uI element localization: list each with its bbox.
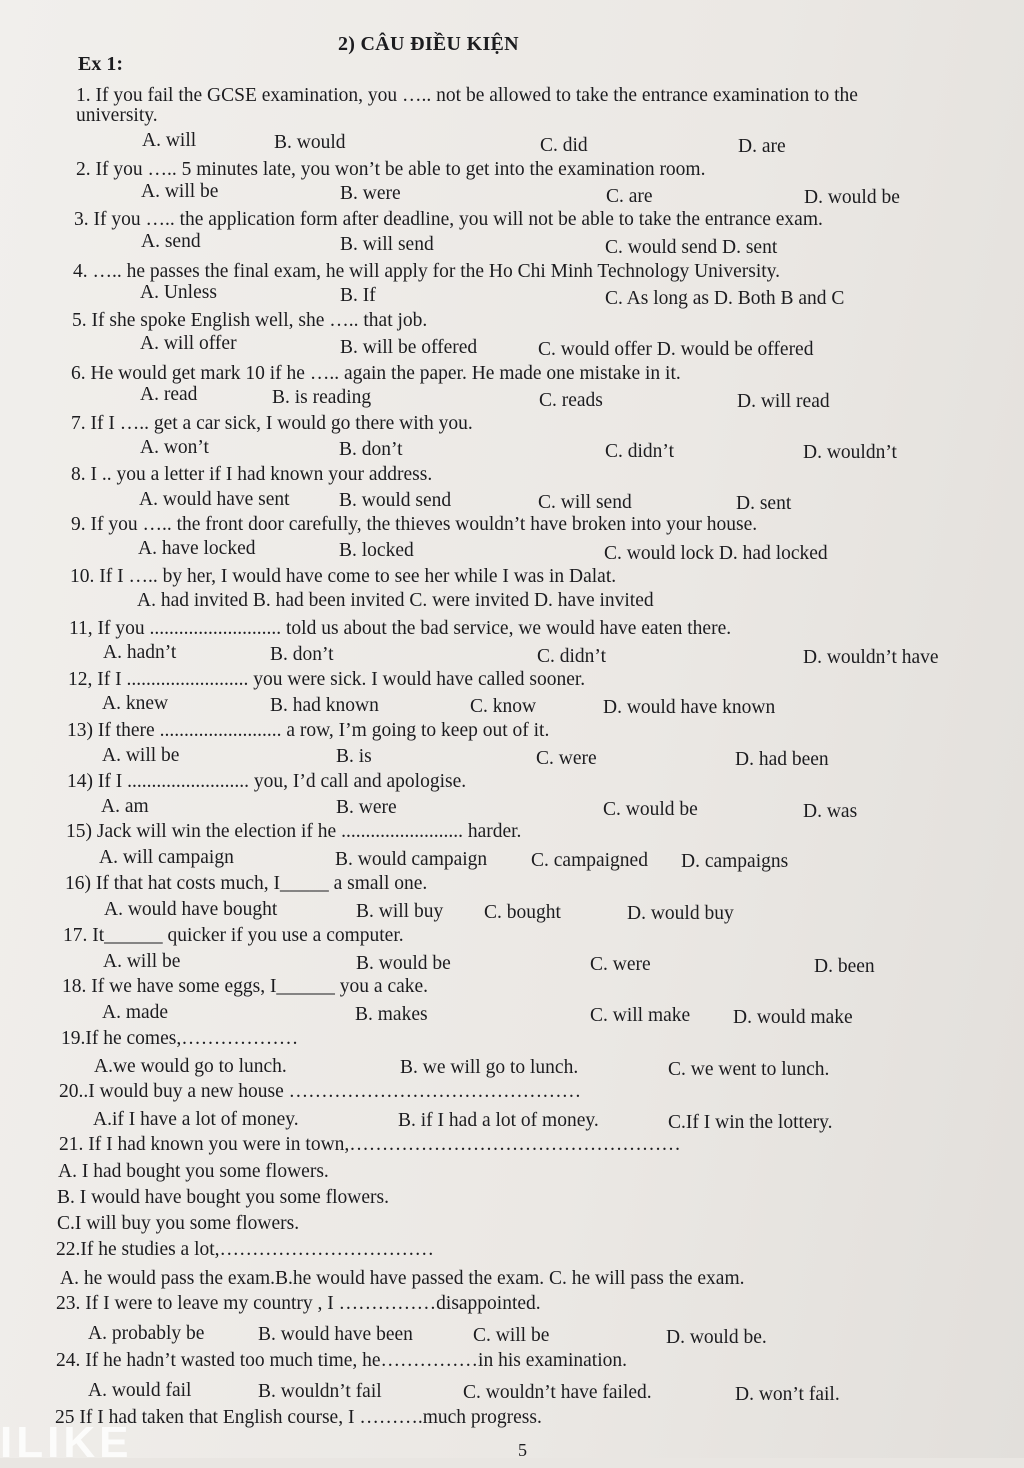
answer-option: A. have locked (138, 538, 256, 559)
answer-option: B. is reading (272, 387, 372, 408)
answer-option: B. would (274, 132, 346, 153)
answer-option: C. didn’t (605, 441, 674, 462)
answer-option: D. would buy (627, 903, 734, 924)
question-line: 17. It______ quicker if you use a computer. (63, 925, 404, 946)
answer-option: C. would offer D. would be offered (538, 339, 814, 360)
answer-option: C. campaigned (531, 850, 648, 871)
answer-option: A. I had bought you some flowers. (58, 1161, 329, 1182)
question-line: 7. If I ….. get a car sick, I would go there with you. (71, 413, 473, 434)
page-number: 5 (518, 1440, 527, 1460)
answer-option: A. made (102, 1002, 169, 1023)
answer-option: B. wouldn’t fail (258, 1381, 382, 1402)
answer-option: C. bought (484, 902, 561, 923)
section-title: 2) CÂU ĐIỀU KIỆN (338, 33, 519, 55)
exercise-label: Ex 1: (78, 53, 123, 75)
question-line: 22.If he studies a lot,…………………………… (56, 1239, 435, 1260)
answer-option: D. was (803, 801, 858, 822)
answer-option: A. will (142, 130, 197, 151)
question-line: 16) If that hat costs much, I_____ a small one. (65, 873, 428, 894)
answer-option: A. will be (102, 745, 180, 766)
answer-option: B. locked (339, 540, 414, 561)
answer-option: C.I will buy you some flowers. (57, 1213, 300, 1234)
answer-option: A. would have sent (139, 489, 290, 510)
answer-option: A. would fail (88, 1380, 192, 1401)
answer-option: C. are (606, 186, 653, 207)
answer-option: D. won’t fail. (735, 1384, 840, 1405)
question-line: 2. If you ….. 5 minutes late, you won’t be able to get into the examination room. (76, 159, 706, 180)
answer-option: A. would have bought (104, 899, 278, 920)
answer-option: C.If I win the lottery. (668, 1112, 833, 1133)
answer-option: A. will campaign (99, 847, 234, 868)
answer-option: C. reads (539, 390, 603, 411)
answer-option: B. makes (355, 1004, 428, 1025)
question-line: 23. If I were to leave my country , I ……………disappointed. (56, 1293, 541, 1314)
answer-option: A. read (140, 384, 198, 405)
answer-option: B. had known (270, 695, 379, 716)
answer-option: B. will buy (356, 901, 444, 922)
answer-option: D. wouldn’t (803, 442, 897, 463)
answer-option: A. Unless (140, 282, 217, 303)
question-line: 5. If she spoke English well, she ….. that job. (72, 310, 428, 331)
answer-option: B. were (336, 797, 397, 818)
answer-option: D. would have known (603, 697, 776, 718)
answer-option: B. is (336, 746, 372, 767)
question-line: 12, If I ......................... you were sick. I would have called sooner. (68, 669, 586, 690)
answer-option: A. knew (102, 693, 169, 714)
answer-option: B. will be offered (340, 337, 478, 358)
question-line: 25 If I had taken that English course, I ……….much progress. (55, 1407, 542, 1428)
answer-option: A.we would go to lunch. (94, 1056, 287, 1077)
answer-option: B. will send (340, 234, 434, 255)
answer-option: C. would send D. sent (605, 237, 778, 258)
answer-option: D. would make (733, 1007, 853, 1028)
question-line: 10. If I ….. by her, I would have come to see her while I was in Dalat. (70, 566, 617, 587)
question-line: 21. If I had known you were in town,…………………………………………… (59, 1134, 681, 1155)
question-line: 14) If I ......................... you, I’d call and apologise. (67, 771, 467, 792)
answer-option: B. were (340, 183, 401, 204)
answer-option: D. would be (804, 187, 900, 208)
answer-option: A. probably be (88, 1323, 205, 1344)
answer-option: D. been (814, 956, 875, 977)
answer-option: D. will read (737, 391, 830, 412)
answer-option: D. campaigns (681, 851, 789, 872)
answer-option: A. had invited B. had been invited C. were invited D. have invited (137, 590, 654, 611)
question-line: 15) Jack will win the election if he ......................... harder. (66, 821, 522, 842)
question-line: 9. If you ….. the front door carefully, the thieves wouldn’t have broken into your house. (71, 514, 758, 535)
question-line: university. (76, 105, 158, 126)
question-line: 19.If he comes,……………… (61, 1028, 299, 1049)
answer-option: D. would be. (666, 1327, 767, 1348)
question-line: 8. I .. you a letter if I had known your address. (71, 464, 433, 485)
answer-option: A. will offer (140, 333, 237, 354)
answer-option: C. didn’t (537, 646, 606, 667)
answer-option: B. I would have bought you some flowers. (57, 1187, 389, 1208)
answer-option: B. we will go to lunch. (400, 1057, 579, 1078)
answer-option: C. wouldn’t have failed. (463, 1382, 652, 1403)
answer-option: C. were (590, 954, 651, 975)
answer-option: A. he would pass the exam.B.he would have passed the exam. C. he will pass the exam. (60, 1268, 745, 1289)
question-line: 18. If we have some eggs, I______ you a cake. (62, 976, 429, 997)
question-line: 11, If you ........................... told us about the bad service, we would have eaten there. (69, 618, 732, 639)
answer-option: A. am (101, 796, 149, 817)
answer-option: C. did (540, 135, 588, 156)
question-line: 1. If you fail the GCSE examination, you ….. not be allowed to take the entrance examination to the (76, 85, 858, 106)
answer-option: D. sent (736, 493, 792, 514)
answer-option: D. are (738, 136, 786, 157)
answer-option: C. As long as D. Both B and C (605, 288, 845, 309)
answer-option: C. will be (473, 1325, 550, 1346)
question-line: 24. If he hadn’t wasted too much time, he……………in his examination. (56, 1350, 627, 1371)
answer-option: A. won’t (140, 437, 209, 458)
watermark-logo: ILIKE (0, 1418, 133, 1467)
answer-option: C. we went to lunch. (668, 1059, 830, 1080)
answer-option: C. know (470, 696, 537, 717)
answer-option: A. will be (141, 181, 219, 202)
question-line: 4. ….. he passes the final exam, he will apply for the Ho Chi Minh Technology University. (73, 261, 781, 282)
answer-option: B. would send (339, 490, 452, 511)
answer-option: B. If (340, 285, 376, 306)
answer-option: D. had been (735, 749, 829, 770)
question-line: 13) If there ......................... a row, I’m going to keep out of it. (67, 720, 550, 741)
answer-option: B. would campaign (335, 849, 488, 870)
answer-option: A. hadn’t (103, 642, 177, 663)
answer-option: B. if I had a lot of money. (398, 1110, 599, 1131)
answer-option: B. would be (356, 953, 451, 974)
answer-option: C. would be (603, 799, 698, 820)
answer-option: B. would have been (258, 1324, 413, 1345)
answer-option: A.if I have a lot of money. (93, 1109, 299, 1130)
answer-option: C. were (536, 748, 597, 769)
question-line: 6. He would get mark 10 if he ….. again the paper. He made one mistake in it. (71, 363, 681, 384)
question-line: 3. If you ….. the application form after deadline, you will not be able to take the entrance exam. (74, 209, 823, 230)
answer-option: B. don’t (339, 439, 403, 460)
answer-option: D. wouldn’t have (803, 647, 939, 668)
answer-option: A. send (141, 231, 201, 252)
answer-option: C. will make (590, 1005, 691, 1026)
answer-option: A. will be (103, 951, 181, 972)
answer-option: C. would lock D. had locked (604, 543, 828, 564)
answer-option: C. will send (538, 492, 632, 513)
answer-option: B. don’t (270, 644, 334, 665)
question-line: 20..I would buy a new house ……………………………………… (59, 1081, 582, 1102)
